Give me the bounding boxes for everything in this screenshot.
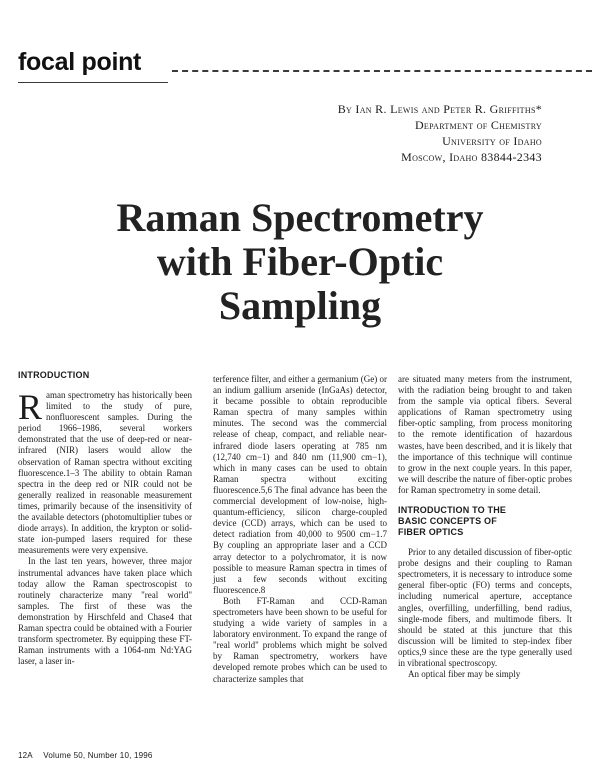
heading-line: FIBER OPTICS: [398, 527, 464, 538]
paragraph: are situated many meters from the instrument, with the radiation being brought to and taken from the sample via optical fibers. Several applications of Raman spectrometry using fiber-optic sampling, from process monitoring to the remote identification of hazardous wastes, have been described, and it is likely that the importance of this technique will continue to grow in the next couple years. In this paper, we will describe the nature of fiber-optic probes for Raman spectrometry in some detail.: [398, 374, 572, 495]
paragraph: An optical fiber may be simply: [408, 669, 521, 680]
heading-line: BASIC CONCEPTS OF: [398, 516, 497, 527]
drop-cap: R: [18, 387, 43, 427]
paragraph: terference filter, and either a germanium (Ge) or an indium gallium arsenide (InGaAs) detector, it became possible to obtain reproducible Raman spectra of many samples within minutes. The second was the commercial release of cheap, compact, and reliable near-infrared diode lasers operating at 785 nm (12,740 cm−1) and 840 nm (11,900 cm−1), which in many cases can be used to obtain Raman spectra without exciting fluorescence.5,6 The final advance has been the commercial development of low-noise, high-quantum-efficiency, silicon charge-coupled device (CCD) arrays, which can be used to detect radiation from 40,000 to 9500 cm−1.7 By coupling an appropriate laser and a CCD array detector to a polychromator, it is now possible to measure Raman spectra in times of just a few seconds without exciting fluorescence.8: [213, 374, 387, 595]
basic-concepts-heading: [398, 505, 572, 538]
title-line-2: with Fiber-Optic: [156, 239, 444, 284]
article-title: [0, 196, 600, 328]
underline-rule: [18, 82, 168, 83]
volume-info: Volume 50, Number 10, 1996: [43, 751, 153, 760]
byline: [338, 101, 542, 165]
byline-location: Moscow, Idaho 83844-2343: [401, 150, 542, 164]
dashed-rule: [172, 70, 592, 72]
column-1: [18, 370, 192, 667]
section-label: focal point: [18, 48, 142, 76]
paragraph: [18, 387, 192, 556]
byline-authors: By Ian R. Lewis and Peter R. Griffiths*: [337, 102, 542, 116]
byline-department: Department of Chemistry: [414, 118, 542, 132]
column-3: [398, 374, 572, 680]
page-footer: [18, 751, 161, 760]
title-line-1: Raman Spectrometry: [116, 195, 484, 240]
intro-heading: INTRODUCTION: [18, 370, 90, 380]
paragraph: In the last ten years, however, three major instrumental advances have taken place which today allow the Raman spectroscopist to routinely characterize many "real world" samples. The first of these was the demonstration by Hirschfeld and Chase4 that Raman spectra could be obtained with a Fourier transform spectrometer. By equipping these FT-Raman instruments with a 1064-nm Nd:YAG laser, a laser in-: [18, 556, 192, 667]
paragraph: Both FT-Raman and CCD-Raman spectrometers have been shown to be useful for studying a wide variety of samples in a laboratory environment. To expand the range of "real world" problems which might be solved by Raman spectrometry, workers have developed remote probes which can be used to characterize samples that: [213, 595, 387, 684]
title-line-3: Sampling: [218, 283, 382, 328]
byline-university: University of Idaho: [442, 134, 542, 148]
paragraph: Prior to any detailed discussion of fiber-optic probe designs and their coupling to Raman spectrometers, it is necessary to introduce some general fiber-optic (FO) terms and concepts, including numerical aperture, acceptance angles, overfilling, underfilling, bend radius, single-mode fibers, and multimode fibers. It should be stated at this juncture that this discussion will be limited to step-index fiber optics,9 since these are the type generally used in vibrational spectroscopy.: [398, 547, 572, 668]
heading-line: INTRODUCTION TO THE: [398, 505, 507, 516]
paragraph-text: aman spectrometry has historically been limited to the study of pure, nonfluorescent samples. During the period 1966–1986, several workers demonstrated that the use of deep-red or near-infrared (NIR) lasers would allow the observation of Raman spectra without exciting fluorescence.1–3 The ability to obtain Raman spectra in the deep red or NIR could not be generally realized in reasonable measurement times, primarily because of the insensitivity of the available detectors (photomultiplier tubes or diode arrays). In addition, the krypton or solid-state ion-pumped lasers required for these measurements were very expensive.: [18, 390, 192, 556]
page-number: 12A: [18, 751, 33, 760]
column-2: [213, 374, 387, 685]
